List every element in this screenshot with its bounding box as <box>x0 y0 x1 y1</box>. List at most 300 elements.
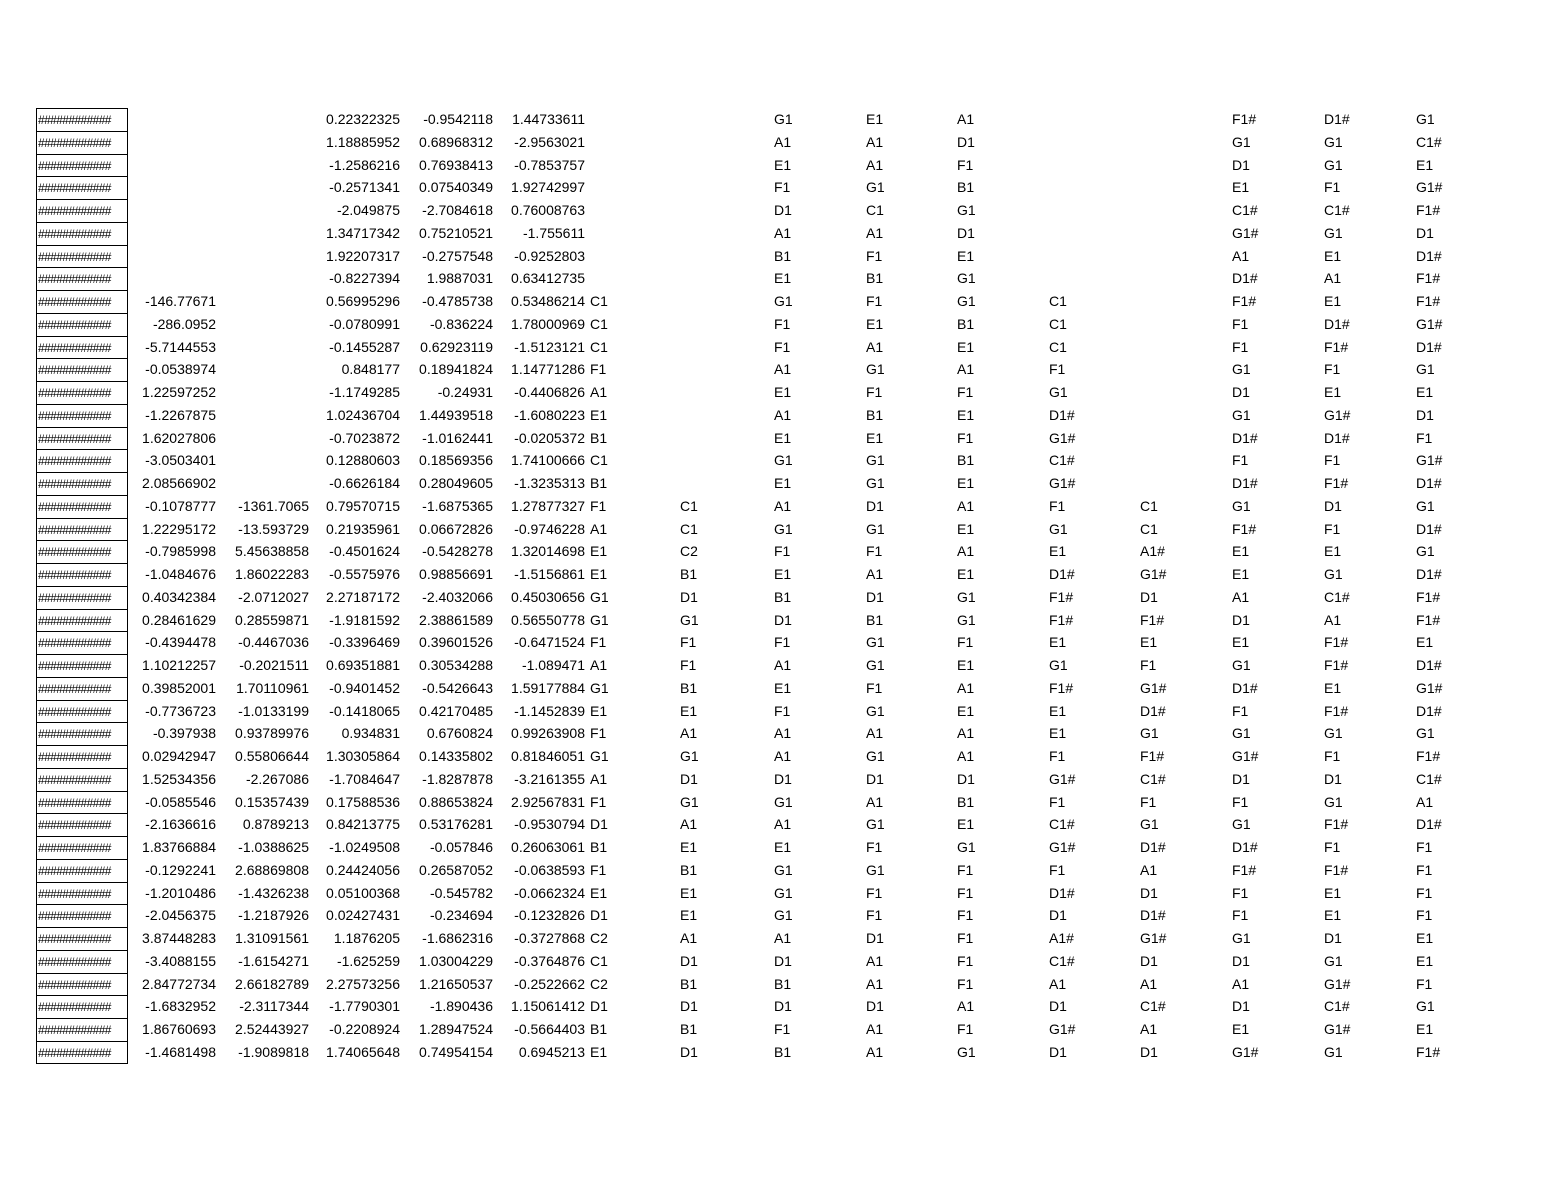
sheet-cell[interactable]: D1# <box>1232 839 1258 855</box>
sheet-cell[interactable]: -0.3727868 <box>514 930 585 946</box>
sheet-cell[interactable]: A1 <box>1232 975 1250 992</box>
sheet-cell[interactable]: A1 <box>866 1021 884 1037</box>
sheet-cell[interactable]: G1 <box>590 748 609 764</box>
sheet-cell[interactable]: E1 <box>1324 884 1342 901</box>
sheet-cell[interactable]: -1.6875365 <box>422 497 493 514</box>
sheet-cell[interactable]: G1 <box>866 816 885 833</box>
sheet-cell[interactable]: B1 <box>590 475 608 491</box>
sheet-cell[interactable]: F1 <box>957 634 974 651</box>
sheet-cell[interactable]: -0.1455287 <box>329 338 400 355</box>
sheet-cell[interactable]: G1 <box>1324 224 1343 241</box>
overflow-date-cell[interactable]: ############ <box>36 882 128 905</box>
sheet-cell[interactable]: F1 <box>680 657 697 673</box>
sheet-cell[interactable]: C1 <box>590 952 608 969</box>
sheet-cell[interactable]: 0.53486214 <box>511 293 585 309</box>
sheet-cell[interactable]: G1 <box>1140 816 1159 833</box>
sheet-cell[interactable]: -0.0538974 <box>145 361 216 378</box>
sheet-cell[interactable]: -2.4032066 <box>422 588 493 605</box>
sheet-cell[interactable]: B1 <box>680 861 698 878</box>
sheet-cell[interactable]: A1 <box>866 156 884 173</box>
sheet-cell[interactable]: A1 <box>1140 861 1158 878</box>
sheet-cell[interactable]: E1 <box>1416 930 1434 946</box>
sheet-cell[interactable]: C1# <box>1049 452 1075 469</box>
sheet-cell[interactable]: G1# <box>1416 179 1443 196</box>
sheet-cell[interactable]: D1 <box>680 770 698 787</box>
sheet-cell[interactable]: F1 <box>1049 793 1066 810</box>
sheet-cell[interactable]: G1 <box>774 293 793 309</box>
overflow-date-cell[interactable]: ############ <box>36 904 128 927</box>
sheet-cell[interactable]: 2.84772734 <box>142 975 216 992</box>
sheet-cell[interactable]: 0.14335802 <box>419 748 493 764</box>
sheet-cell[interactable]: 1.44733611 <box>512 111 585 127</box>
sheet-cell[interactable]: 1.74100666 <box>511 452 585 469</box>
sheet-cell[interactable]: 0.63412735 <box>511 270 585 287</box>
sheet-cell[interactable]: E1 <box>957 657 975 673</box>
sheet-cell[interactable]: -0.6626184 <box>329 475 400 491</box>
sheet-cell[interactable]: D1# <box>1232 679 1258 696</box>
sheet-cell[interactable]: E1 <box>680 907 698 924</box>
sheet-cell[interactable]: E1 <box>680 702 698 719</box>
sheet-cell[interactable]: F1# <box>1140 611 1165 628</box>
sheet-cell[interactable]: -2.1636616 <box>145 816 216 833</box>
sheet-cell[interactable]: A1 <box>957 497 975 514</box>
sheet-cell[interactable]: -0.24931 <box>437 384 493 400</box>
overflow-date-cell[interactable]: ############ <box>36 245 128 268</box>
sheet-cell[interactable]: -2.3117344 <box>239 998 309 1015</box>
sheet-cell[interactable]: D1 <box>680 952 698 969</box>
sheet-cell[interactable]: -0.3396469 <box>329 634 400 651</box>
sheet-cell[interactable]: -2.049875 <box>336 202 400 218</box>
sheet-cell[interactable]: -0.9542118 <box>423 111 493 127</box>
sheet-cell[interactable]: E1 <box>590 566 608 582</box>
sheet-cell[interactable]: 0.8789213 <box>242 816 309 833</box>
sheet-cell[interactable]: D1 <box>866 930 884 946</box>
sheet-cell[interactable]: -1.8287878 <box>422 770 493 787</box>
overflow-date-cell[interactable]: ############ <box>36 654 128 677</box>
sheet-cell[interactable]: A1 <box>774 725 792 742</box>
sheet-cell[interactable]: E1 <box>957 247 975 264</box>
sheet-cell[interactable]: C1 <box>590 293 608 309</box>
sheet-cell[interactable]: -0.9746228 <box>514 520 585 537</box>
sheet-cell[interactable]: -0.4501624 <box>329 543 400 560</box>
sheet-cell[interactable]: F1 <box>1416 884 1433 901</box>
sheet-cell[interactable]: D1 <box>774 202 792 218</box>
overflow-date-cell[interactable]: ############ <box>36 836 128 859</box>
sheet-cell[interactable]: C1 <box>590 338 608 355</box>
sheet-cell[interactable]: G1 <box>1324 952 1343 969</box>
sheet-cell[interactable]: E1 <box>957 406 975 423</box>
sheet-cell[interactable]: 0.28461629 <box>142 611 216 628</box>
sheet-cell[interactable]: -5.7144553 <box>145 338 216 355</box>
sheet-cell[interactable]: E1 <box>1416 156 1434 173</box>
sheet-cell[interactable]: 1.02436704 <box>326 406 400 423</box>
overflow-date-cell[interactable]: ############ <box>36 154 128 177</box>
sheet-cell[interactable]: 2.27187172 <box>326 588 400 605</box>
sheet-cell[interactable]: 0.81846051 <box>511 748 585 764</box>
sheet-cell[interactable]: E1 <box>1324 907 1342 924</box>
sheet-cell[interactable]: A1 <box>1140 975 1158 992</box>
sheet-cell[interactable]: F1 <box>774 1021 791 1037</box>
sheet-cell[interactable]: E1 <box>1049 543 1067 560</box>
sheet-cell[interactable]: D1 <box>866 998 884 1015</box>
sheet-cell[interactable]: F1 <box>774 315 791 332</box>
sheet-cell[interactable]: G1 <box>1324 793 1343 810</box>
sheet-cell[interactable]: E1 <box>1232 566 1250 582</box>
sheet-cell[interactable]: F1 <box>590 361 607 378</box>
sheet-cell[interactable]: -0.2522662 <box>514 975 585 992</box>
sheet-cell[interactable]: F1 <box>1049 861 1066 878</box>
sheet-cell[interactable]: C1 <box>680 497 698 514</box>
sheet-cell[interactable]: F1 <box>957 907 974 924</box>
sheet-cell[interactable]: 0.28559871 <box>235 611 309 628</box>
sheet-cell[interactable]: -0.5428278 <box>422 543 493 560</box>
sheet-cell[interactable]: D1# <box>1049 406 1075 423</box>
overflow-date-cell[interactable]: ############ <box>36 427 128 450</box>
overflow-date-cell[interactable]: ############ <box>36 472 128 495</box>
sheet-cell[interactable]: 1.83766884 <box>142 839 216 855</box>
sheet-cell[interactable]: E1 <box>590 884 608 901</box>
sheet-cell[interactable]: A1 <box>957 361 975 378</box>
sheet-cell[interactable]: F1# <box>1324 816 1349 833</box>
sheet-cell[interactable]: C1 <box>1049 338 1067 355</box>
sheet-cell[interactable]: G1 <box>1416 543 1435 560</box>
sheet-cell[interactable]: -0.4467036 <box>238 634 309 651</box>
sheet-cell[interactable]: 0.02942947 <box>142 748 216 764</box>
sheet-cell[interactable]: E1 <box>1140 634 1158 651</box>
sheet-cell[interactable]: 0.39601526 <box>419 634 493 651</box>
sheet-cell[interactable]: D1# <box>1140 702 1166 719</box>
overflow-date-cell[interactable]: ############ <box>36 995 128 1018</box>
sheet-cell[interactable]: E1 <box>774 679 792 696</box>
sheet-cell[interactable]: E1 <box>590 543 608 560</box>
sheet-cell[interactable]: G1# <box>1140 566 1167 582</box>
sheet-cell[interactable]: -1.9089818 <box>238 1043 309 1060</box>
sheet-cell[interactable]: -0.1078777 <box>145 497 216 514</box>
sheet-cell[interactable]: F1 <box>957 952 974 969</box>
overflow-date-cell[interactable]: ############ <box>36 267 128 290</box>
sheet-cell[interactable]: G1 <box>957 202 976 218</box>
sheet-cell[interactable]: A1 <box>774 361 792 378</box>
sheet-cell[interactable]: F1 <box>866 839 883 855</box>
overflow-date-cell[interactable]: ############ <box>36 449 128 472</box>
sheet-cell[interactable]: F1 <box>1324 839 1341 855</box>
sheet-cell[interactable]: G1 <box>1232 725 1251 742</box>
sheet-cell[interactable]: F1 <box>957 1021 974 1037</box>
overflow-date-cell[interactable]: ############ <box>36 745 128 768</box>
sheet-cell[interactable]: F1 <box>957 884 974 901</box>
sheet-cell[interactable]: C2 <box>680 543 698 560</box>
sheet-cell[interactable]: D1 <box>1232 611 1250 628</box>
sheet-cell[interactable]: G1# <box>1049 770 1076 787</box>
sheet-cell[interactable]: -1361.7065 <box>238 497 309 514</box>
sheet-cell[interactable]: F1 <box>1232 793 1249 810</box>
sheet-cell[interactable]: F1 <box>1324 361 1341 378</box>
sheet-cell[interactable]: E1 <box>1416 1021 1434 1037</box>
sheet-cell[interactable]: A1 <box>1324 611 1342 628</box>
sheet-cell[interactable]: G1# <box>1416 315 1443 332</box>
sheet-cell[interactable]: 0.39852001 <box>142 679 216 696</box>
sheet-cell[interactable]: 1.52534356 <box>142 770 216 787</box>
sheet-cell[interactable]: D1 <box>680 1043 698 1060</box>
overflow-date-cell[interactable]: ############ <box>36 927 128 950</box>
sheet-cell[interactable]: -1.625259 <box>336 952 400 969</box>
sheet-cell[interactable]: C2 <box>590 930 608 946</box>
sheet-cell[interactable]: A1 <box>590 384 608 400</box>
sheet-cell[interactable]: -2.0456375 <box>145 907 216 924</box>
sheet-cell[interactable]: G1 <box>1416 725 1435 742</box>
sheet-cell[interactable]: 1.92207317 <box>326 247 400 264</box>
sheet-cell[interactable]: A1 <box>866 133 884 150</box>
sheet-cell[interactable]: D1# <box>1049 566 1075 582</box>
sheet-cell[interactable]: 0.24424056 <box>326 861 400 878</box>
sheet-cell[interactable]: -2.267086 <box>245 770 309 787</box>
sheet-cell[interactable]: D1 <box>1140 588 1158 605</box>
sheet-cell[interactable]: C1# <box>1324 588 1350 605</box>
sheet-cell[interactable]: -0.1232826 <box>514 907 585 924</box>
sheet-cell[interactable]: G1 <box>866 475 885 491</box>
sheet-cell[interactable]: E1 <box>1416 952 1434 969</box>
sheet-cell[interactable]: A1 <box>957 725 975 742</box>
sheet-cell[interactable]: F1 <box>1232 702 1249 719</box>
sheet-cell[interactable]: E1 <box>1324 384 1342 400</box>
sheet-cell[interactable]: E1 <box>1324 543 1342 560</box>
sheet-cell[interactable]: F1# <box>1049 679 1074 696</box>
sheet-cell[interactable]: B1 <box>774 588 792 605</box>
sheet-cell[interactable]: G1# <box>1416 452 1443 469</box>
sheet-cell[interactable]: F1 <box>1232 907 1249 924</box>
sheet-cell[interactable]: B1 <box>957 315 975 332</box>
sheet-cell[interactable]: F1 <box>774 179 791 196</box>
sheet-cell[interactable]: E1 <box>1232 179 1250 196</box>
sheet-cell[interactable]: A1 <box>866 725 884 742</box>
sheet-cell[interactable]: A1 <box>1049 975 1067 992</box>
sheet-cell[interactable]: D1 <box>957 770 975 787</box>
sheet-cell[interactable]: G1 <box>1232 816 1251 833</box>
sheet-cell[interactable]: F1# <box>1324 702 1349 719</box>
sheet-cell[interactable]: B1 <box>957 179 975 196</box>
sheet-cell[interactable]: G1 <box>590 588 609 605</box>
sheet-cell[interactable]: D1# <box>1232 429 1258 446</box>
sheet-cell[interactable]: 2.52443927 <box>235 1021 309 1037</box>
sheet-cell[interactable]: 0.76938413 <box>419 156 493 173</box>
sheet-cell[interactable]: 0.05100368 <box>326 884 400 901</box>
sheet-cell[interactable]: A1 <box>774 748 792 764</box>
sheet-cell[interactable]: G1 <box>774 111 793 127</box>
overflow-date-cell[interactable]: ############ <box>36 700 128 723</box>
sheet-cell[interactable]: F1 <box>957 861 974 878</box>
sheet-cell[interactable]: A1 <box>957 998 975 1015</box>
sheet-cell[interactable]: -146.77671 <box>145 293 216 309</box>
sheet-cell[interactable]: D1 <box>866 497 884 514</box>
sheet-cell[interactable]: D1# <box>1416 566 1442 582</box>
sheet-cell[interactable]: G1 <box>590 611 609 628</box>
sheet-cell[interactable]: 1.31091561 <box>235 930 309 946</box>
sheet-cell[interactable]: A1 <box>1232 247 1250 264</box>
sheet-cell[interactable]: F1 <box>1324 748 1341 764</box>
sheet-cell[interactable]: C1# <box>1416 133 1442 150</box>
sheet-cell[interactable]: G1 <box>1232 133 1251 150</box>
sheet-cell[interactable]: E1 <box>774 475 792 491</box>
sheet-cell[interactable]: A1 <box>680 816 698 833</box>
sheet-cell[interactable]: D1 <box>1232 770 1250 787</box>
sheet-cell[interactable]: G1 <box>774 520 793 537</box>
sheet-cell[interactable]: G1# <box>1140 930 1167 946</box>
sheet-cell[interactable]: -1.0484676 <box>145 566 216 582</box>
sheet-cell[interactable]: -0.7736723 <box>145 702 216 719</box>
overflow-date-cell[interactable]: ############ <box>36 176 128 199</box>
sheet-cell[interactable]: -2.7084618 <box>422 202 493 218</box>
sheet-cell[interactable]: F1 <box>1324 452 1341 469</box>
sheet-cell[interactable]: 1.70110961 <box>236 679 309 696</box>
sheet-cell[interactable]: -0.3764876 <box>514 952 585 969</box>
sheet-cell[interactable]: -3.4088155 <box>145 952 216 969</box>
sheet-cell[interactable]: 1.92742997 <box>511 179 585 196</box>
sheet-cell[interactable]: F1# <box>1049 588 1074 605</box>
sheet-cell[interactable]: -0.4785738 <box>422 293 493 309</box>
sheet-cell[interactable]: C1# <box>1140 998 1166 1015</box>
sheet-cell[interactable]: A1 <box>774 133 792 150</box>
sheet-cell[interactable]: G1 <box>866 361 885 378</box>
sheet-cell[interactable]: C1 <box>1140 497 1158 514</box>
sheet-cell[interactable]: -2.9563021 <box>514 133 585 150</box>
sheet-cell[interactable]: -0.0662324 <box>514 884 585 901</box>
sheet-cell[interactable]: D1 <box>1324 770 1342 787</box>
sheet-cell[interactable]: -1.0249508 <box>329 839 400 855</box>
sheet-cell[interactable]: G1 <box>957 588 976 605</box>
sheet-cell[interactable]: E1 <box>774 156 792 173</box>
sheet-cell[interactable]: G1# <box>1049 429 1076 446</box>
sheet-cell[interactable]: F1# <box>1232 861 1257 878</box>
sheet-cell[interactable]: -1.7790301 <box>329 998 400 1015</box>
overflow-date-cell[interactable]: ############ <box>36 358 128 381</box>
sheet-cell[interactable]: A1 <box>957 111 975 127</box>
sheet-cell[interactable]: F1# <box>1416 748 1441 764</box>
sheet-cell[interactable]: F1 <box>866 884 883 901</box>
sheet-cell[interactable]: -0.4394478 <box>145 634 216 651</box>
sheet-cell[interactable]: -1.089471 <box>521 657 585 673</box>
sheet-cell[interactable]: 0.88653824 <box>419 793 493 810</box>
sheet-cell[interactable]: G1 <box>1416 497 1435 514</box>
sheet-cell[interactable]: 1.62027806 <box>142 429 216 446</box>
sheet-cell[interactable]: F1 <box>1416 839 1433 855</box>
sheet-cell[interactable]: B1 <box>774 247 792 264</box>
sheet-cell[interactable]: D1# <box>1232 270 1258 287</box>
sheet-cell[interactable]: -0.9401452 <box>329 679 400 696</box>
sheet-cell[interactable]: 1.86022283 <box>235 566 309 582</box>
sheet-cell[interactable]: E1 <box>866 315 884 332</box>
sheet-cell[interactable]: 0.6945213 <box>518 1043 585 1060</box>
sheet-cell[interactable]: G1 <box>774 884 793 901</box>
sheet-cell[interactable]: E1 <box>1416 634 1434 651</box>
sheet-cell[interactable]: B1 <box>957 793 975 810</box>
sheet-cell[interactable]: 1.78000969 <box>511 315 585 332</box>
sheet-cell[interactable]: F1# <box>1416 588 1441 605</box>
sheet-cell[interactable]: 1.32014698 <box>511 543 585 560</box>
sheet-cell[interactable]: E1 <box>957 566 975 582</box>
sheet-cell[interactable]: 0.98856691 <box>419 566 493 582</box>
sheet-cell[interactable]: G1# <box>1232 224 1259 241</box>
sheet-cell[interactable]: -1.2010486 <box>145 884 216 901</box>
sheet-cell[interactable]: F1 <box>590 634 607 651</box>
sheet-cell[interactable]: -0.057846 <box>429 839 493 855</box>
sheet-cell[interactable]: E1 <box>957 816 975 833</box>
sheet-cell[interactable]: G1 <box>866 179 885 196</box>
sheet-cell[interactable]: 1.14771286 <box>511 361 585 378</box>
sheet-cell[interactable]: E1 <box>1232 1021 1250 1037</box>
sheet-cell[interactable]: A1 <box>866 952 884 969</box>
sheet-cell[interactable]: C1 <box>590 452 608 469</box>
overflow-date-cell[interactable]: ############ <box>36 813 128 836</box>
sheet-cell[interactable]: G1 <box>590 679 609 696</box>
sheet-cell[interactable]: -1.0388625 <box>238 839 309 855</box>
sheet-cell[interactable]: -1.2267875 <box>145 406 216 423</box>
sheet-cell[interactable]: A1 <box>774 657 792 673</box>
sheet-cell[interactable]: D1 <box>1049 907 1067 924</box>
sheet-cell[interactable]: 0.62923119 <box>420 338 493 355</box>
sheet-cell[interactable]: 1.1876205 <box>333 930 400 946</box>
sheet-cell[interactable]: F1# <box>1324 338 1349 355</box>
sheet-cell[interactable]: E1 <box>1049 634 1067 651</box>
sheet-cell[interactable]: 2.68869808 <box>235 861 309 878</box>
sheet-cell[interactable]: E1 <box>590 1043 608 1060</box>
sheet-cell[interactable]: C1 <box>1049 293 1067 309</box>
sheet-cell[interactable]: B1 <box>957 452 975 469</box>
sheet-cell[interactable]: 1.18885952 <box>326 133 400 150</box>
sheet-cell[interactable]: B1 <box>590 1021 608 1037</box>
sheet-cell[interactable]: E1 <box>866 429 884 446</box>
sheet-cell[interactable]: B1 <box>680 975 698 992</box>
sheet-cell[interactable]: E1 <box>957 520 975 537</box>
sheet-cell[interactable]: G1# <box>1049 1021 1076 1037</box>
sheet-cell[interactable]: G1 <box>1324 1043 1343 1060</box>
sheet-cell[interactable]: -0.0780991 <box>329 315 400 332</box>
sheet-cell[interactable]: D1 <box>774 998 792 1015</box>
sheet-cell[interactable]: 0.53176281 <box>419 816 493 833</box>
sheet-cell[interactable]: F1 <box>1140 657 1157 673</box>
sheet-cell[interactable]: D1# <box>1416 247 1442 264</box>
sheet-cell[interactable]: F1 <box>590 793 607 810</box>
sheet-cell[interactable]: G1 <box>1049 384 1068 400</box>
sheet-cell[interactable]: D1# <box>1416 702 1442 719</box>
sheet-cell[interactable]: 1.74065648 <box>326 1043 400 1060</box>
sheet-cell[interactable]: B1 <box>866 611 884 628</box>
sheet-cell[interactable]: D1 <box>1232 952 1250 969</box>
sheet-cell[interactable]: -1.890436 <box>429 998 493 1015</box>
sheet-cell[interactable]: G1 <box>1416 111 1435 127</box>
sheet-cell[interactable]: -0.6471524 <box>514 634 585 651</box>
sheet-cell[interactable]: A1 <box>774 497 792 514</box>
sheet-cell[interactable]: A1# <box>1140 543 1165 560</box>
sheet-cell[interactable]: G1# <box>1324 406 1351 423</box>
sheet-cell[interactable]: F1# <box>1324 861 1349 878</box>
sheet-cell[interactable]: E1 <box>680 884 698 901</box>
sheet-cell[interactable]: -0.7853757 <box>514 156 585 173</box>
overflow-date-cell[interactable]: ############ <box>36 222 128 245</box>
overflow-date-cell[interactable]: ############ <box>36 586 128 609</box>
sheet-cell[interactable]: G1 <box>1324 133 1343 150</box>
sheet-cell[interactable]: 0.934831 <box>341 725 400 742</box>
sheet-cell[interactable]: 0.79570715 <box>326 497 400 514</box>
sheet-cell[interactable]: G1 <box>1324 725 1343 742</box>
sheet-cell[interactable]: A1 <box>866 975 884 992</box>
sheet-cell[interactable]: G1 <box>680 611 699 628</box>
sheet-cell[interactable]: A1# <box>1049 930 1074 946</box>
sheet-cell[interactable]: F1# <box>1232 111 1257 127</box>
sheet-cell[interactable]: -0.2208924 <box>329 1021 400 1037</box>
sheet-cell[interactable]: D1 <box>680 588 698 605</box>
sheet-cell[interactable]: G1 <box>1232 657 1251 673</box>
sheet-cell[interactable]: F1 <box>1232 884 1249 901</box>
